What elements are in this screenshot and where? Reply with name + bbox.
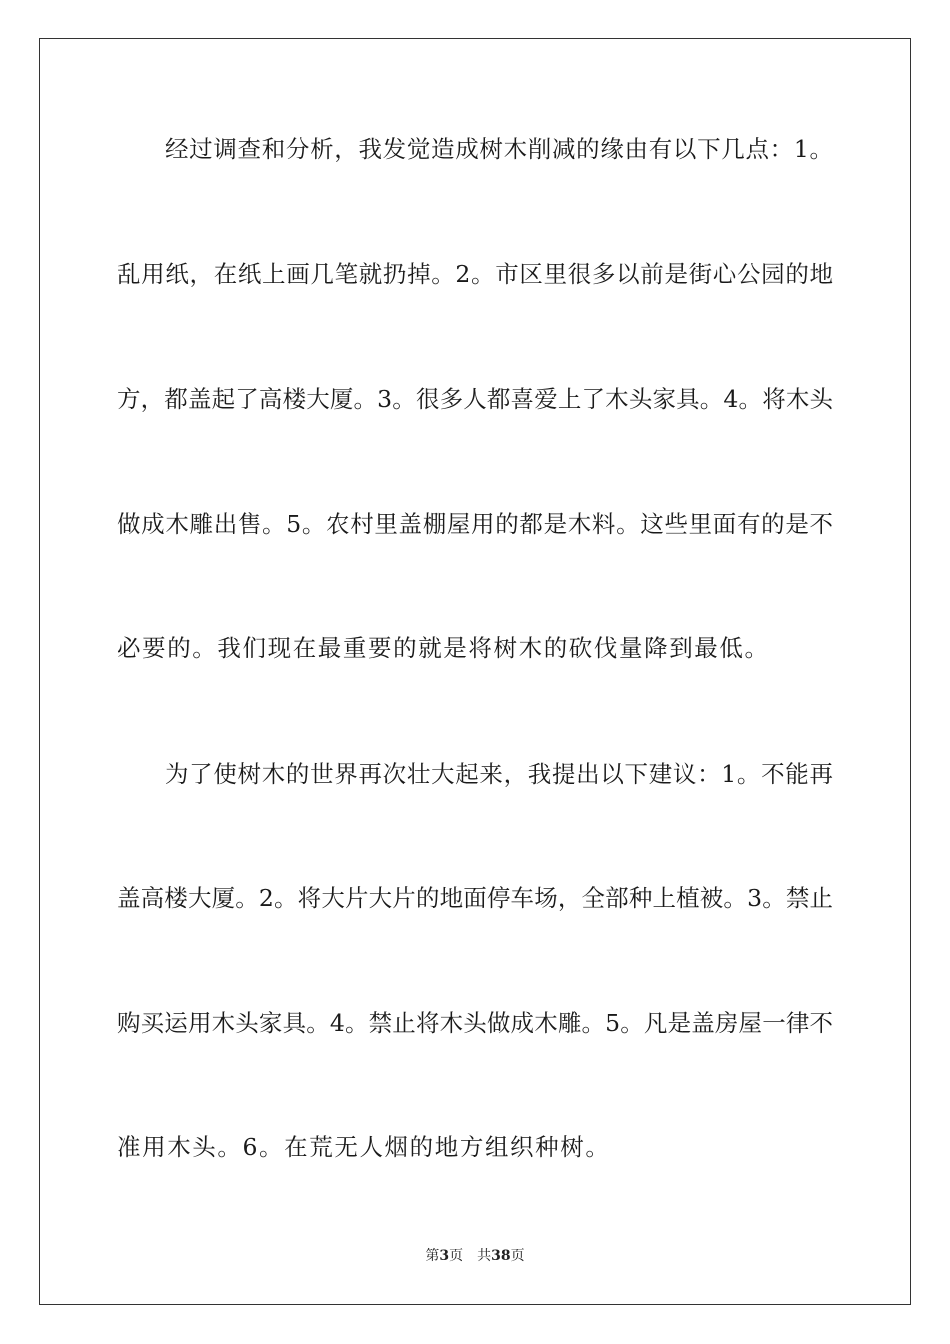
paragraph-1-line-4: 做成木雕出售。5。农村里盖棚屋用的都是木料。这些里面有的是不	[117, 510, 833, 538]
paragraph-1-line-5: 必要的。我们现在最重要的就是将树木的砍伐量降到最低。	[117, 634, 770, 662]
page-border	[39, 38, 911, 1305]
page-footer	[0, 1247, 950, 1265]
paragraph-2-line-3: 购买运用木头家具。4。禁止将木头做成木雕。5。凡是盖房屋一律不	[117, 1009, 833, 1037]
paragraph-1-line-2: 乱用纸，在纸上画几笔就扔掉。2。市区里很多以前是街心公园的地	[117, 260, 833, 288]
paragraph-1-line-3: 方，都盖起了高楼大厦。3。很多人都喜爱上了木头家具。4。将木头	[117, 385, 833, 413]
footer-page-number: 3	[439, 1248, 450, 1264]
paragraph-2-line-1: 为了使树木的世界再次壮大起来，我提出以下建议：1。不能再	[165, 760, 833, 788]
footer-total-prefix: 共	[477, 1248, 492, 1264]
paragraph-2-line-2: 盖高楼大厦。2。将大片大片的地面停车场，全部种上植被。3。禁止	[117, 884, 833, 912]
footer-page-suffix: 页	[449, 1248, 464, 1264]
paragraph-1-line-1: 经过调查和分析，我发觉造成树木削减的缘由有以下几点：1。	[165, 135, 833, 163]
footer-total-suffix: 页	[510, 1248, 525, 1264]
paragraph-2-line-4: 准用木头。6。在荒无人烟的地方组织种树。	[117, 1133, 611, 1161]
footer-total-pages: 38	[491, 1248, 511, 1264]
footer-page-prefix: 第	[425, 1248, 440, 1264]
